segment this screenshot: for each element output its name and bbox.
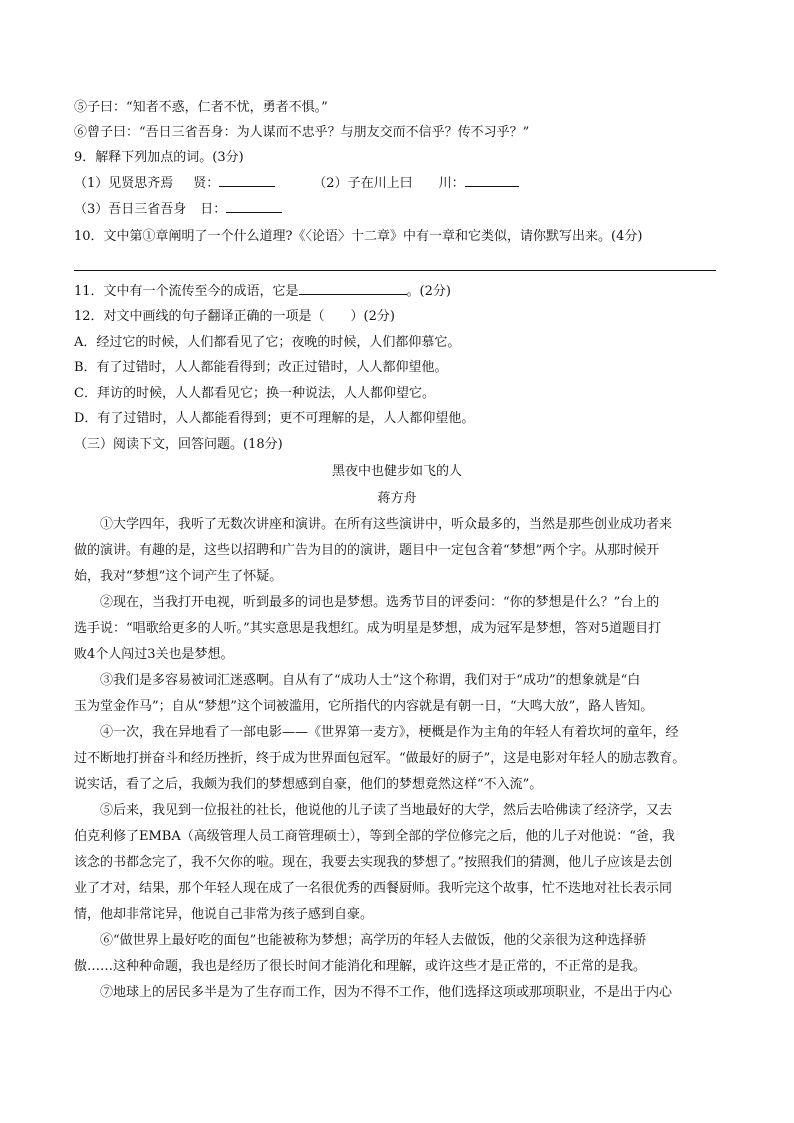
option-a: A．经过它的时候，人们都看见了它；夜晚的时候，人们都仰慕它。 (74, 335, 461, 350)
answer-blank[interactable] (299, 280, 407, 295)
paragraph-7-line: ⑦地球上的居民多半是为了生存而工作，因为不得不工作，他们选择这项或那项职业，不是出于内心 (100, 985, 673, 1000)
question-11 (74, 280, 451, 305)
question-12: 12．对文中画线的句子翻译正确的一项是（ ）(2分) (74, 309, 395, 324)
q9-item-2: （2）子在川上曰 (313, 176, 413, 191)
question-10: 10．文中第①章阐明了一个什么道理?《〈论语〉十二章》中有一章和它类似，请你默写出来。(4分) (74, 229, 643, 244)
q11-points: 。(2分) (406, 284, 451, 299)
answer-line[interactable] (74, 270, 716, 271)
paragraph-2-line: 选手说：“唱歌给更多的人听。”其实意思是我想红。成为明星是梦想，成为冠军是梦想，答对5道题目打 (74, 621, 662, 636)
paragraph-6-line: ⑥“做世界上最好吃的面包”也能被称为梦想；高学历的年轻人去做饭，他的父亲很为这种选择骄 (100, 933, 647, 948)
answer-blank[interactable] (226, 198, 282, 213)
option-b: B．有了过错时，人人都能看得到；改正过错时，人人都仰望他。 (74, 360, 448, 375)
option-c: C．拜访的时候，人人都看见它；换一种说法，人人都仰望它。 (74, 386, 435, 401)
q9-item-3: （3）吾日三省吾身 (74, 202, 187, 217)
paragraph-4-line: ④一次，我在异地看了一部电影——《世界第一麦方》，梗概是作为主角的年轻人有着坎坷的童年，经 (100, 725, 679, 740)
question-9: 9．解释下列加点的词。(3分) (74, 150, 244, 165)
paragraph-5-line: 该念的书都念完了，我不欠你的啦。现在，我要去实现我的梦想了。”按照我们的猜测，他儿子应该是去创 (74, 855, 673, 870)
q9-item-2-label: 川： (438, 176, 465, 191)
paragraph-3-line: 玉为堂金作马”；自从“梦想”这个词被滥用，它所指代的内容就是有朝一日，“大鸣大放”，路人皆知。 (74, 699, 654, 714)
question-9-item-3 (74, 198, 282, 223)
paragraph-1-line: ①大学四年，我听了无数次讲座和演讲。在所有这些演讲中，听众最多的，当然是那些创业成功者来 (100, 517, 673, 532)
question-9-items-1-2 (74, 172, 519, 197)
paragraph-5-line: 业了才对，结果，那个年轻人现在成了一名很优秀的西餐厨师。我听完这个故事，忙不迭地对社长表示同 (74, 881, 673, 896)
paragraph-2-line: 败4个人闯过3关也是梦想。 (74, 647, 234, 662)
answer-blank[interactable] (219, 172, 275, 187)
quote-5: ⑤子曰：“知者不惑，仁者不忧，勇者不惧。” (74, 100, 328, 115)
q9-item-1-label: 贤： (193, 176, 220, 191)
paragraph-5-line: 情，他却非常诧异，他说自己非常为孩子感到自豪。 (74, 907, 374, 922)
paragraph-3-line: ③我们是多容易被词汇迷惑啊。自从有了“成功人士”这个称谓，我们对于“成功”的想象就是“白 (100, 673, 641, 688)
article-author: 蒋方舟 (377, 491, 417, 506)
paragraph-4-line: 过不断地打拼奋斗和经历挫折，终于成为世界面包冠军。“做最好的厨子”，这是电影对年轻人的励志教育。 (74, 751, 686, 766)
paragraph-5-line: 伯克利修了EMBA（高级管理人员工商管理硕士），等到全部的学位修完之后，他的儿子对他说：“爸，我 (74, 829, 675, 844)
paragraph-2-line: ②现在，当我打开电视，听到最多的词也是梦想。选秀节目的评委问：“你的梦想是什么？”台上的 (100, 595, 660, 610)
paragraph-1-line: 做的演讲。有趣的是，这些以招聘和广告为目的的演讲，题目中一定包含着“梦想”两个字。从那时候开 (74, 543, 660, 558)
answer-blank[interactable] (465, 172, 519, 187)
quote-6: ⑥曾子曰：“吾日三省吾身：为人谋而不忠乎？与朋友交而不信乎？传不习乎？” (74, 125, 530, 140)
section-3-heading: （三）阅读下文，回答问题。(18分) (74, 437, 283, 452)
q9-item-3-label: 日： (200, 202, 227, 217)
q11-text: 11．文中有一个流传至今的成语，它是 (74, 284, 299, 299)
paragraph-6-line: 傲……这种种命题，我也是经历了很长时间才能消化和理解，或许这些才是正常的，不正常的是我。 (74, 959, 647, 974)
paragraph-1-line: 始，我对“梦想”这个词产生了怀疑。 (74, 569, 283, 584)
q9-item-1: （1）见贤思齐焉 (74, 176, 174, 191)
paragraph-5-line: ⑤后来，我见到一位报社的社长，他说他的儿子读了当地最好的大学，然后去哈佛读了经济学，又去 (100, 803, 673, 818)
article-title: 黑夜中也健步如飞的人 (331, 464, 462, 479)
option-d: D．有了过错时，人人都能看得到；更不可理解的是，人人都仰望他。 (74, 411, 475, 426)
paragraph-4-line: 说实话，看了之后，我颇为我们的梦想感到自豪，他们的梦想竟然这样“不入流”。 (74, 777, 543, 792)
